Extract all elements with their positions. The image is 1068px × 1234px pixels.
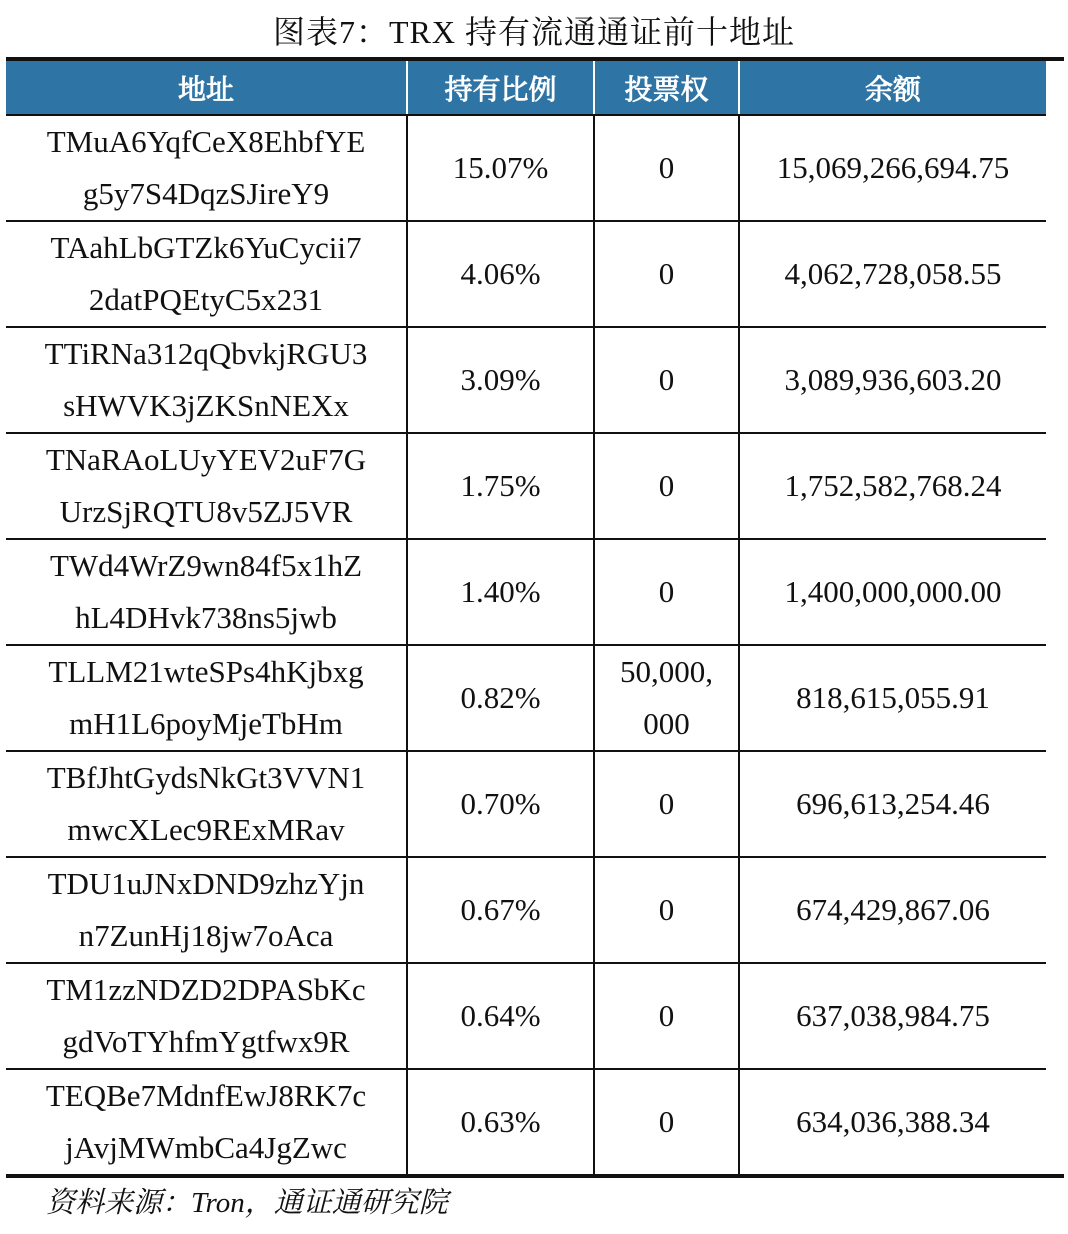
address-line-1: TAahLbGTZk6YuCycii7 — [50, 230, 362, 265]
table-row — [6, 645, 1046, 751]
address-cell — [6, 857, 407, 963]
table-body — [6, 115, 1046, 1174]
address-line-2: 2datPQEtyC5x231 — [88, 282, 324, 317]
address-line-2: UrzSjRQTU8v5ZJ5VR — [59, 494, 353, 529]
balance-cell: 4,062,728,058.55 — [739, 221, 1046, 327]
balance-cell: 634,036,388.34 — [739, 1069, 1046, 1174]
address-line-2: sHWVK3jZKSnNEXx — [63, 388, 349, 423]
address-line-1: TTiRNa312qQbvkjRGU3 — [44, 336, 368, 371]
balance-cell: 818,615,055.91 — [739, 645, 1046, 751]
table-row — [6, 963, 1046, 1069]
holding-ratio-cell: 1.75% — [407, 433, 594, 539]
voting-power-line-1: 0 — [658, 362, 675, 397]
address-line-2: hL4DHvk738ns5jwb — [75, 600, 337, 635]
holding-ratio-cell: 0.64% — [407, 963, 594, 1069]
voting-power-cell — [594, 857, 739, 963]
source-note: 资料来源：Tron，通证通研究院 — [46, 1187, 448, 1219]
voting-power-line-1: 50,000, — [620, 654, 713, 689]
address-cell — [6, 115, 407, 221]
table-row — [6, 433, 1046, 539]
balance-cell: 1,400,000,000.00 — [739, 539, 1046, 645]
voting-power-cell — [594, 1069, 739, 1174]
voting-power-line-1: 0 — [658, 998, 675, 1033]
table-row — [6, 751, 1046, 857]
voting-power-line-1: 0 — [658, 150, 675, 185]
address-cell — [6, 327, 407, 433]
balance-cell: 674,429,867.06 — [739, 857, 1046, 963]
voting-power-line-1: 0 — [658, 1104, 675, 1139]
address-line-2: gdVoTYhfmYgtfwx9R — [62, 1024, 350, 1059]
header-balance: 余额 — [739, 61, 1046, 115]
address-line-2: mH1L6poyMjeTbHm — [69, 706, 343, 741]
voting-power-line-1: 0 — [658, 786, 675, 821]
voting-power-cell — [594, 115, 739, 221]
address-line-1: TDU1uJNxDND9zhzYjn — [47, 866, 365, 901]
address-line-1: TLLM21wteSPs4hKjbxg — [48, 654, 364, 689]
table-row — [6, 1069, 1046, 1174]
address-line-2: n7ZunHj18jw7oAca — [78, 918, 334, 953]
address-line-2: g5y7S4DqzSJireY9 — [82, 176, 330, 211]
header-voting-power: 投票权 — [594, 61, 739, 115]
balance-cell: 1,752,582,768.24 — [739, 433, 1046, 539]
holders-table-container — [6, 57, 1064, 1178]
balance-cell: 3,089,936,603.20 — [739, 327, 1046, 433]
table-bottom-rule — [6, 1174, 1064, 1178]
table-header — [6, 61, 1046, 115]
voting-power-cell — [594, 539, 739, 645]
voting-power-line-1: 0 — [658, 892, 675, 927]
voting-power-line-1: 0 — [658, 468, 675, 503]
address-cell — [6, 963, 407, 1069]
top-holders-table — [6, 61, 1046, 1174]
holding-ratio-cell: 0.70% — [407, 751, 594, 857]
address-line-1: TBfJhtGydsNkGt3VVN1 — [46, 760, 366, 795]
holding-ratio-cell: 0.63% — [407, 1069, 594, 1174]
address-line-1: TM1zzNDZD2DPASbKc — [46, 972, 366, 1007]
address-line-1: TMuA6YqfCeX8EhbfYE — [46, 124, 366, 159]
address-line-1: TWd4WrZ9wn84f5x1hZ — [49, 548, 363, 583]
table-row — [6, 857, 1046, 963]
table-row — [6, 327, 1046, 433]
figure-title: 图表7：TRX 持有流通通证前十地址 — [272, 14, 795, 50]
balance-cell: 15,069,266,694.75 — [739, 115, 1046, 221]
voting-power-cell — [594, 221, 739, 327]
table-row — [6, 539, 1046, 645]
voting-power-cell — [594, 327, 739, 433]
address-cell — [6, 751, 407, 857]
holding-ratio-cell: 1.40% — [407, 539, 594, 645]
voting-power-cell — [594, 751, 739, 857]
address-cell — [6, 539, 407, 645]
balance-cell: 637,038,984.75 — [739, 963, 1046, 1069]
header-holding-ratio: 持有比例 — [407, 61, 594, 115]
address-cell — [6, 645, 407, 751]
header-row — [6, 61, 1046, 115]
address-cell — [6, 1069, 407, 1174]
holding-ratio-cell: 3.09% — [407, 327, 594, 433]
voting-power-cell — [594, 645, 739, 751]
address-line-2: jAvjMWmbCa4JgZwc — [65, 1130, 347, 1165]
address-line-1: TNaRAoLUyYEV2uF7G — [45, 442, 367, 477]
voting-power-cell — [594, 433, 739, 539]
address-line-1: TEQBe7MdnfEwJ8RK7c — [45, 1078, 367, 1113]
balance-cell: 696,613,254.46 — [739, 751, 1046, 857]
holding-ratio-cell: 4.06% — [407, 221, 594, 327]
holding-ratio-cell: 0.67% — [407, 857, 594, 963]
voting-power-line-2: 000 — [643, 706, 690, 741]
table-row — [6, 115, 1046, 221]
address-cell — [6, 433, 407, 539]
voting-power-cell — [594, 963, 739, 1069]
header-address: 地址 — [6, 61, 407, 115]
address-line-2: mwcXLec9RExMRav — [67, 812, 345, 847]
holding-ratio-cell: 15.07% — [407, 115, 594, 221]
voting-power-line-1: 0 — [658, 256, 675, 291]
holding-ratio-cell: 0.82% — [407, 645, 594, 751]
address-cell — [6, 221, 407, 327]
voting-power-line-1: 0 — [658, 574, 675, 609]
table-row — [6, 221, 1046, 327]
